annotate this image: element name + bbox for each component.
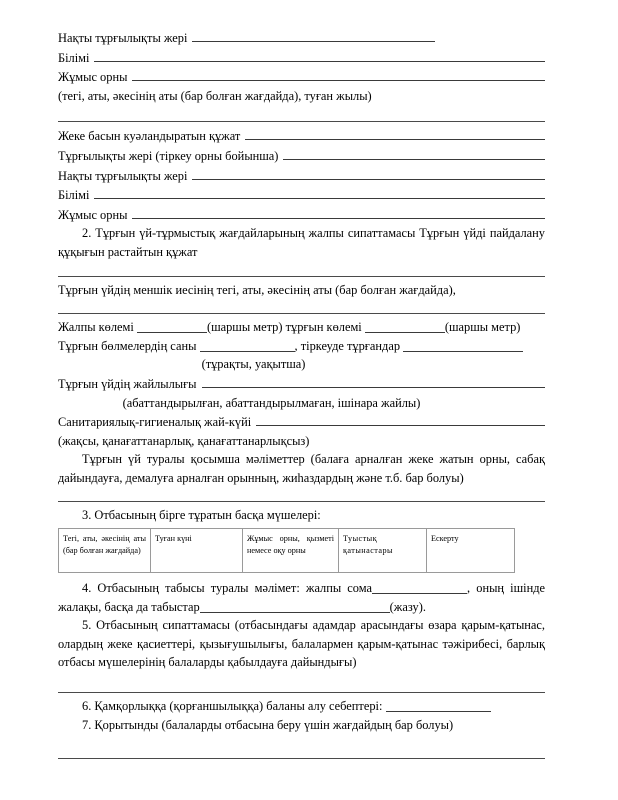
section-6-paragraph (58, 697, 545, 716)
owner-name-caption: Тұрғын үйдің меншік иесінің тегі, аты, әкесінің аты (бар болған жағдайда), (58, 282, 456, 297)
field-rooms-and-registered (58, 337, 545, 356)
field-label: Білімі (58, 50, 90, 65)
field-registered-residence (58, 146, 545, 166)
registration-type-note: (тұрақты, уақытша) (201, 357, 306, 372)
field-education-2 (58, 185, 545, 205)
column-header-relationship: Туыстық қатынастары (339, 529, 427, 573)
fill-in-line[interactable] (245, 126, 545, 140)
section-2-paragraph: 2. Тұрғын үй-тұрмыстық жағдайларының жалпы сипаттамасы Тұрғын үйді пайдалану құқығын растайтын құжат (58, 226, 545, 259)
field-workplace-2 (58, 205, 545, 225)
field-label: Тұрғын үйдің жайлылығы (58, 376, 197, 391)
field-label: Нақты тұрғылықты жері (58, 168, 188, 183)
column-header-full-name: Тегі, аты, әкесінің аты (бар болған жағдайда) (59, 529, 151, 573)
column-header-birth-date: Туған күні (151, 529, 243, 573)
fill-in-line[interactable] (132, 205, 545, 219)
table-header-row (59, 529, 515, 573)
field-education-1 (58, 48, 545, 68)
section-4-part-2: , оның ішінде жалақы, басқа да табыстар (58, 581, 545, 614)
rooms-input[interactable] (200, 339, 295, 352)
total-area-label: Жалпы көлемі (58, 320, 134, 335)
field-label: Нақты тұрғылықты жері (58, 31, 188, 45)
column-header-notes: Ескерту (427, 529, 515, 573)
fill-in-line[interactable] (132, 67, 545, 81)
field-label: Тұрғылықты жері (тіркеу орны бойынша) (58, 148, 279, 163)
living-area-label: тұрғын көлемі (285, 320, 362, 335)
field-actual-residence-2 (58, 166, 545, 186)
field-actual-residence-1 (58, 28, 545, 48)
name-format-note-1: (тегі, аты, әкесінің аты (бар болған жағдайда), туған жылы) (58, 88, 372, 103)
fill-in-line[interactable] (94, 185, 545, 199)
section-4-part-3: (жазу). (389, 599, 426, 614)
fill-in-line[interactable] (202, 374, 545, 388)
sanitary-options-note: (жақсы, қанағаттанарлық, қанағаттанарлықсыз) (58, 433, 310, 448)
fill-in-line[interactable] (256, 412, 545, 426)
reason-input[interactable] (386, 699, 491, 712)
field-workplace-1 (58, 67, 545, 87)
total-area-input[interactable] (137, 320, 207, 333)
field-areas (58, 318, 545, 337)
field-comfort (58, 374, 545, 394)
section-5-paragraph: 5. Отбасының сипаттамасы (отбасындағы адамдар арасындағы өзара қарым-қатынас, олардың жеке қасиеттері, қызығушылығы, балалармен қарым-қатынас тәжірибесі, барлық отбасы мүшелерінің балаларды қабылдауға дайындығы) (58, 618, 545, 670)
rooms-label: Тұрғын бөлмелердің саны (58, 338, 197, 353)
section-6-label: 6. Қамқорлыққа (қорғаншылыққа) баланы алу себептері: (82, 699, 383, 714)
field-label: Санитариялық-гигиеналық жай-күйі (58, 415, 252, 430)
total-area-unit: (шаршы метр) (206, 320, 283, 335)
housing-extra-info-paragraph: Тұрғын үй туралы қосымша мәліметтер (балаға арналған жеке жатын орны, сабақ дайындауға, демалуға арналған орынның, жиһаздардың және т.б. бар болуы) (58, 452, 545, 485)
field-label: Жұмыс орны (58, 207, 128, 222)
section-4-paragraph (58, 579, 545, 616)
fill-in-line[interactable] (283, 146, 545, 160)
living-area-unit: (шаршы метр) (444, 320, 521, 335)
other-income-input[interactable] (200, 600, 390, 613)
section-4-part-1: 4. Отбасының табысы туралы мәлімет: жалпы сома (82, 581, 373, 596)
fill-in-line[interactable] (192, 166, 545, 180)
field-label: Жеке басын куәландыратын құжат (58, 129, 241, 144)
family-members-table (58, 528, 515, 573)
fill-in-line[interactable] (94, 48, 545, 62)
field-identity-document (58, 126, 545, 146)
blank-writing-line[interactable] (58, 758, 545, 759)
column-header-workplace: Жұмыс орны, қызметі немесе оқу орны (243, 529, 339, 573)
field-sanitary (58, 412, 545, 432)
registered-input[interactable] (403, 339, 523, 352)
field-label: Жұмыс орны (58, 70, 128, 85)
fill-in-line[interactable] (192, 28, 435, 42)
registered-label: , тіркеуде тұрғандар (294, 338, 401, 353)
comfort-options-note: (абаттандырылған, абаттандырылмаған, ішінара жайлы) (122, 395, 421, 410)
living-area-input[interactable] (365, 320, 445, 333)
field-label: Білімі (58, 188, 90, 203)
total-income-input[interactable] (372, 581, 467, 594)
section-3-heading: 3. Отбасының бірге тұратын басқа мүшелері: (82, 508, 321, 523)
section-7-paragraph: 7. Қорытынды (балаларды отбасына беру үшін жағдайдың бар болуы) (82, 717, 454, 732)
